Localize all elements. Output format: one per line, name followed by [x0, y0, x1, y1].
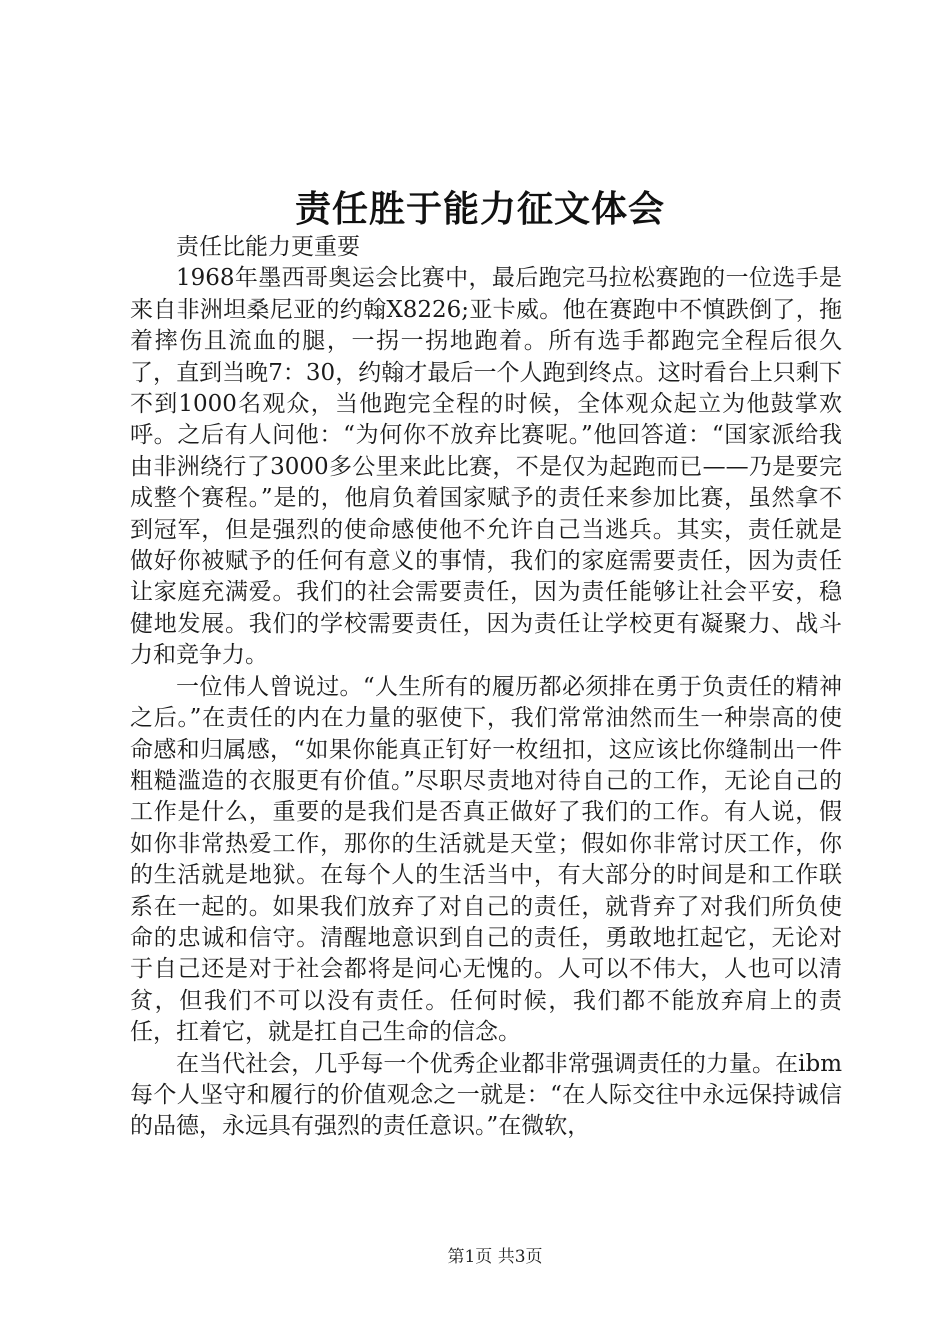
paragraph: 在当代社会，几乎每一个优秀企业都非常强调责任的力量。在ibm每个人坚守和履行的价值观念之一就是：“在人际交往中永远保持诚信的品德，永远具有强烈的责任意识。”在微软，	[130, 1050, 842, 1140]
paragraph-heading: 责任比能力更重要	[176, 234, 360, 260]
document-title: 责任胜于能力征文体会	[294, 188, 665, 230]
paragraph: 一位伟人曾说过。“人生所有的履历都必须排在勇于负责任的精神之后。”在责任的内在力量的驱使下，我们常常油然而生一种崇高的使命感和归属感，“如果你能真正钉好一枚纽扣，这应该比你缝制出一件粗糙滥造的衣服更有价值。”尽职尽责地对待自己的工作，无论自己的工作是什么，重要的是我们是否真正做好了我们的工作。有人说，假如你非常热爱工作，那你的生活就是天堂；假如你非常讨厌工作，你的生活就是地狱。在每个人的生活当中，有大部分的时间是和工作联系在一起的。如果我们放弃了对自己的责任，就背弃了对我们所负使命的忠诚和信守。清醒地意识到自己的责任，勇敢地扛起它，无论对于自己还是对于社会都将是问心无愧的。人可以不伟大，人也可以清贫，但我们不可以没有责任。任何时候，我们都不能放弃肩上的责任，扛着它，就是扛自己生命的信念。	[130, 673, 842, 1046]
paragraph: 1968年墨西哥奥运会比赛中，最后跑完马拉松赛跑的一位选手是来自非洲坦桑尼亚的约翰X8226;亚卡威。他在赛跑中不慎跌倒了，拖着摔伤且流血的腿，一拐一拐地跑着。所有选手都跑完全程后很久了，直到当晚7：30，约翰才最后一个人跑到终点。这时看台上只剩下不到1000名观众，当他跑完全程的时候，全体观众起立为他鼓掌欢呼。之后有人问他：“为何你不放弃比赛呢。”他回答道：“国家派给我由非洲绕行了3000多公里来此比赛，不是仅为起跑而已——乃是要完成整个赛程。”是的，他肩负着国家赋予的责任来参加比赛，虽然拿不到冠军，但是强烈的使命感使他不允许自己当逃兵。其实，责任就是做好你被赋予的任何有意义的事情，我们的家庭需要责任，因为责任让家庭充满爱。我们的社会需要责任，因为责任能够让社会平安，稳健地发展。我们的学校需要责任，因为责任让学校更有凝聚力、战斗力和竞争力。	[130, 265, 842, 669]
page-number-footer: 第1页 共3页	[447, 1247, 543, 1267]
document-body	[130, 232, 842, 1143]
